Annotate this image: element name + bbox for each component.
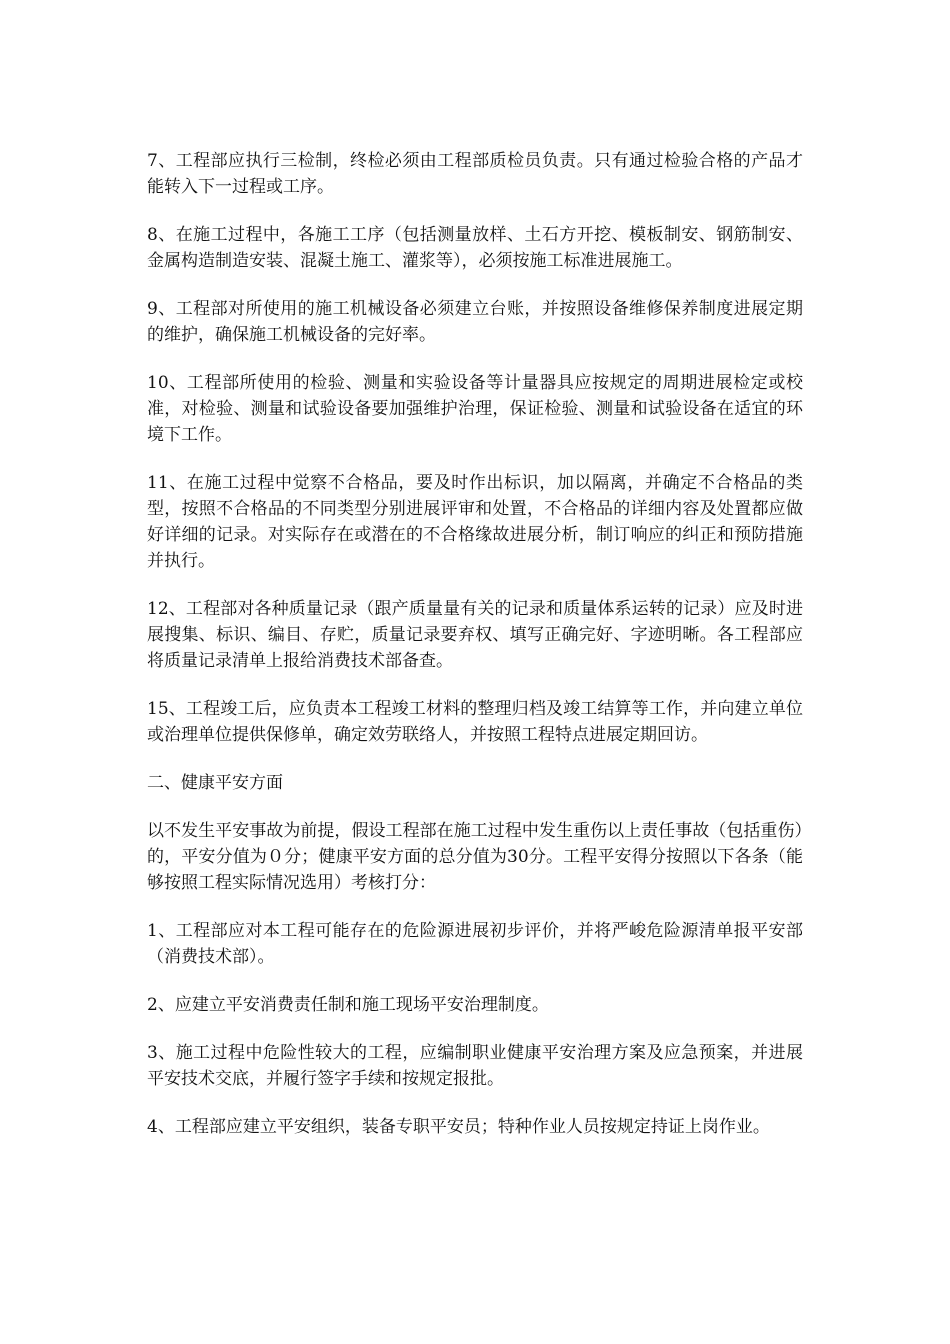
paragraph-item-7: 7、工程部应执行三检制，终检必须由工程部质检员负责。只有通过检验合格的产品才能转入下一过程或工序。 [147, 151, 803, 197]
safety-item-1: 1、工程部应对本工程可能存在的危险源进展初步评价，并将严峻危险源清单报平安部（消费技术部）。 [147, 921, 803, 967]
paragraph-item-12: 12、工程部对各种质量记录（跟产质量量有关的记录和质量体系运转的记录）应及时进展搜集、标识、编目、存贮，质量记录要弃权、填写正确完好、字迹明晰。各工程部应将质量记录清单上报给消费技术部备查。 [147, 599, 803, 671]
paragraph-item-9: 9、工程部对所使用的施工机械设备必须建立台账，并按照设备维修保养制度进展定期的维护，确保施工机械设备的完好率。 [147, 299, 803, 345]
safety-item-4: 4、工程部应建立平安组织，装备专职平安员；特种作业人员按规定持证上岗作业。 [147, 1117, 770, 1137]
paragraph-item-11: 11、在施工过程中觉察不合格品，要及时作出标识，加以隔离，并确定不合格品的类型，按照不合格品的不同类型分别进展评审和处置，不合格品的详细内容及处置都应做好详细的记录。对实际存在或潜在的不合格缘故进展分析，制订响应的纠正和预防措施并执行。 [147, 473, 803, 571]
section-intro-paragraph: 以不发生平安事故为前提，假设工程部在施工过程中发生重伤以上责任事故（包括重伤）的，平安分值为０分；健康平安方面的总分值为30分。工程平安得分按照以下各条（能够按照工程实际情况选用）考核打分： [147, 821, 803, 893]
section-heading-health-safety: 二、健康平安方面 [147, 773, 283, 793]
paragraph-item-10: 10、工程部所使用的检验、测量和实验设备等计量器具应按规定的周期进展检定或校准，对检验、测量和试验设备要加强维护治理，保证检验、测量和试验设备在适宜的环境下工作。 [147, 373, 803, 445]
paragraph-item-8: 8、在施工过程中，各施工工序（包括测量放样、土石方开挖、模板制安、钢筋制安、金属构造制造安装、混凝土施工、灌浆等），必须按施工标准进展施工。 [147, 225, 803, 271]
paragraph-item-15: 15、工程竣工后，应负责本工程竣工材料的整理归档及竣工结算等工作，并向建立单位或治理单位提供保修单，确定效劳联络人，并按照工程特点进展定期回访。 [147, 699, 803, 745]
document-page [147, 148, 803, 1162]
safety-item-2: 2、应建立平安消费责任制和施工现场平安治理制度。 [147, 995, 549, 1015]
safety-item-3: 3、施工过程中危险性较大的工程，应编制职业健康平安治理方案及应急预案，并进展平安技术交底，并履行签字手续和按规定报批。 [147, 1043, 803, 1089]
